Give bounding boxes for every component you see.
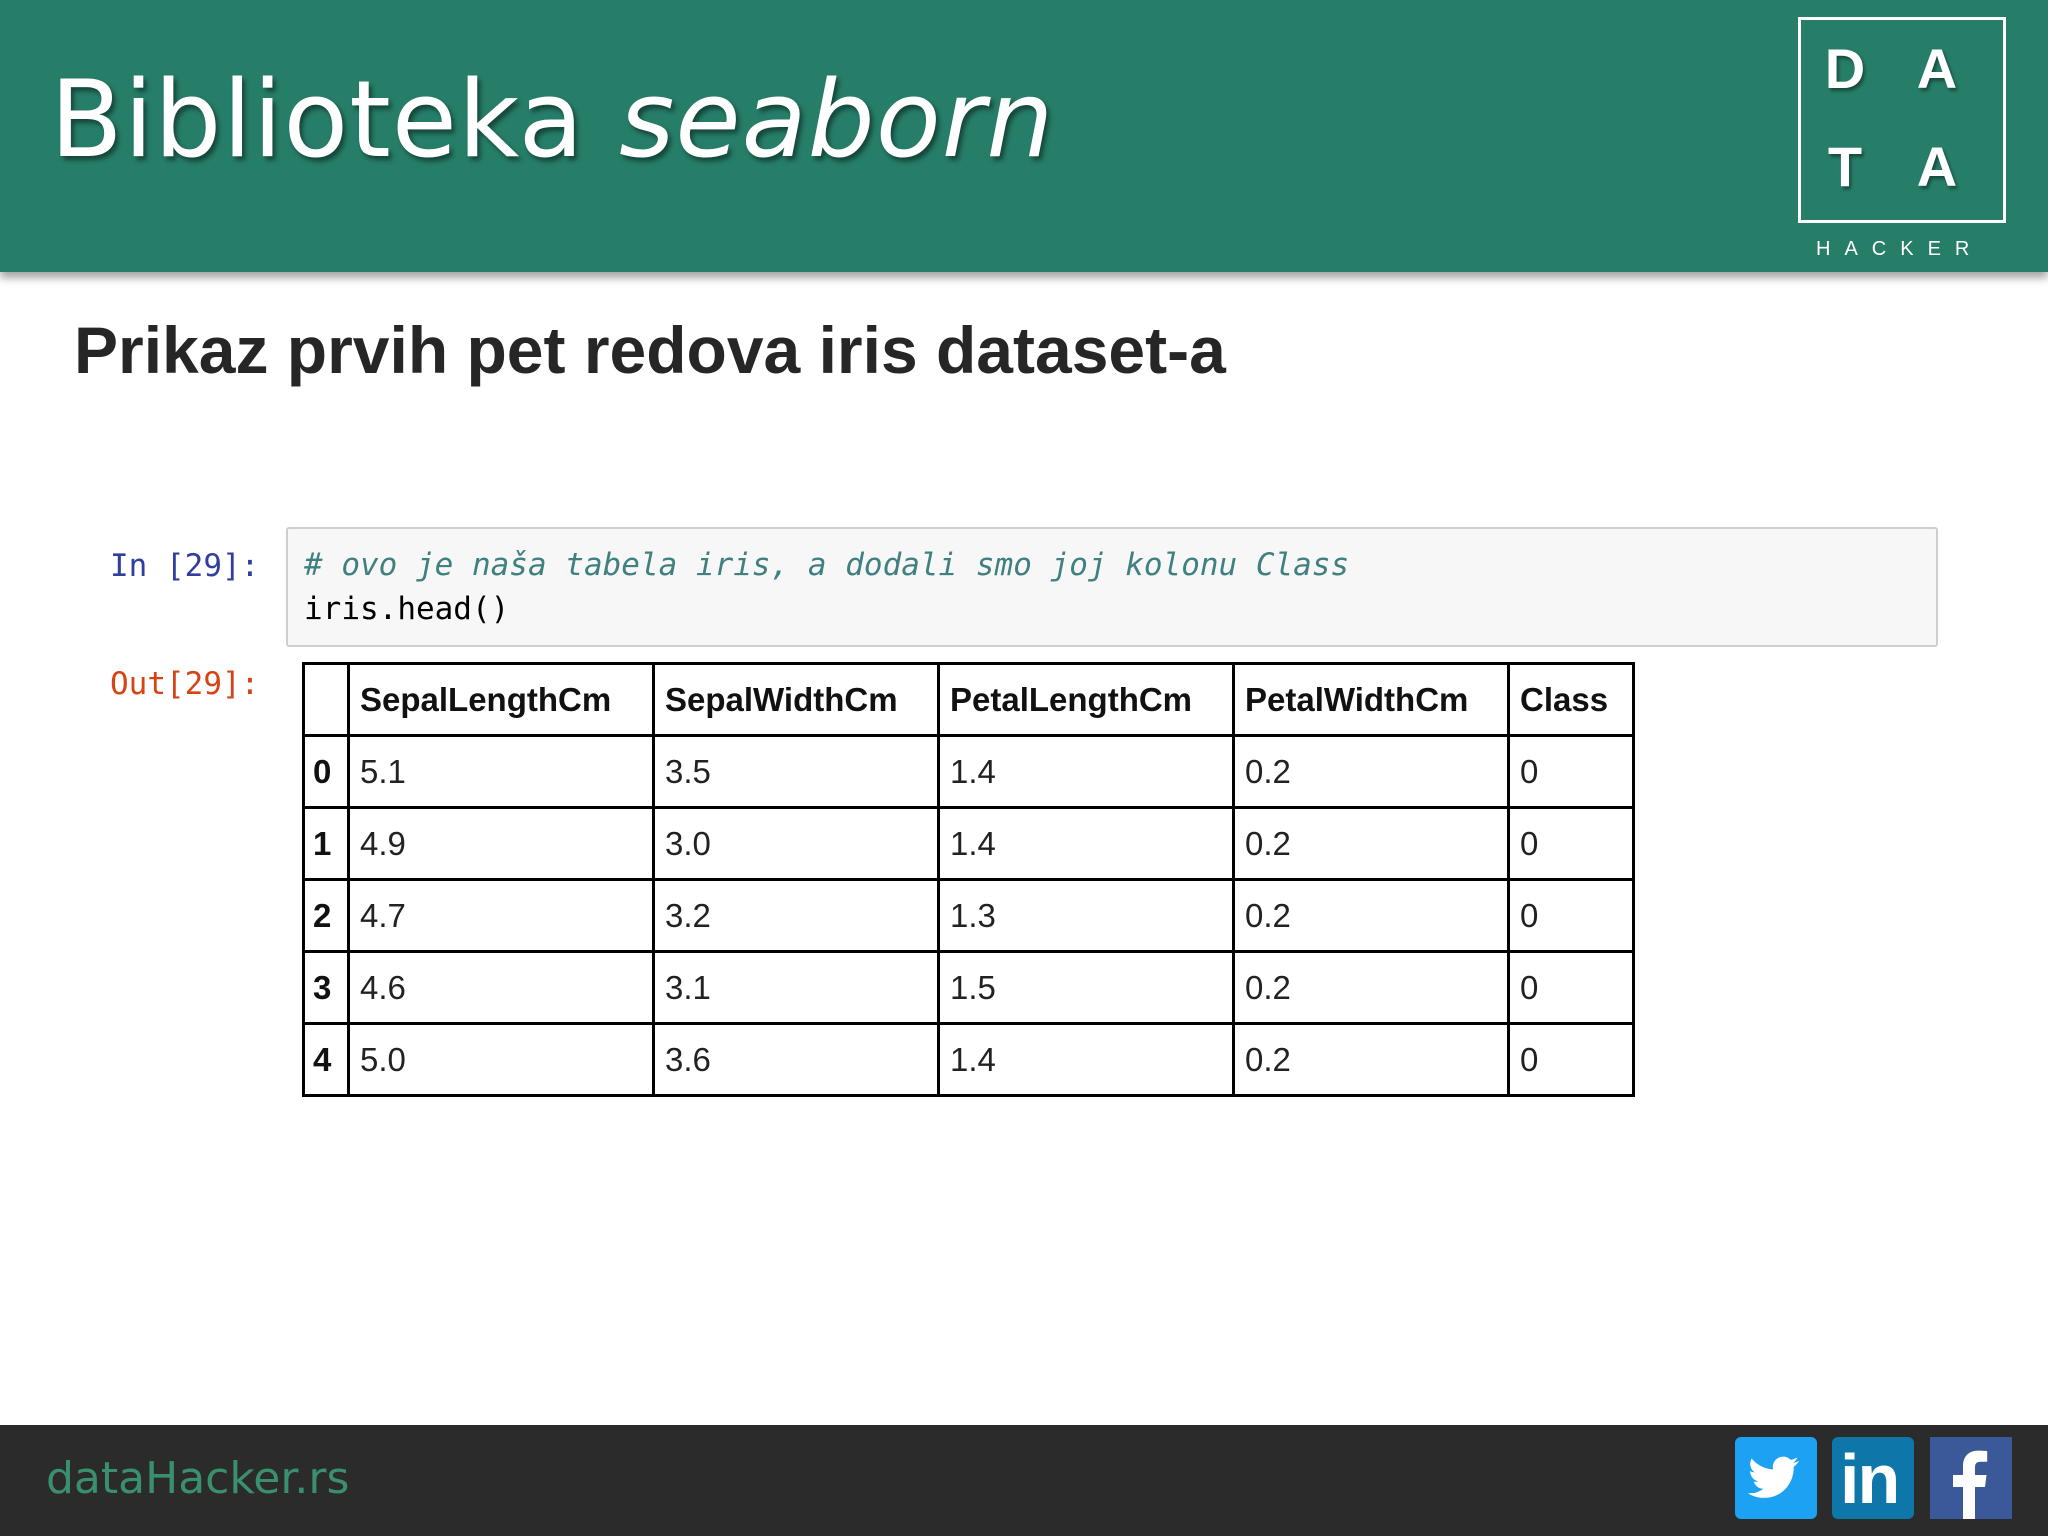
table-row [304, 952, 1634, 1024]
code-cell[interactable] [286, 527, 1938, 647]
table-row [304, 880, 1634, 952]
logo-letter: A [1916, 37, 1958, 100]
title-italic: seaborn [619, 58, 1055, 181]
slide-subtitle: Prikaz prvih pet redova iris dataset-a [74, 313, 1226, 387]
table-cell: 0 [1509, 952, 1634, 1024]
row-index: 4 [304, 1024, 349, 1096]
dataframe-table [302, 662, 1635, 1097]
data-hacker-logo [1798, 17, 2006, 223]
table-cell: 3.5 [654, 736, 939, 808]
row-index: 3 [304, 952, 349, 1024]
table-cell: 0 [1509, 1024, 1634, 1096]
column-header: Class [1509, 664, 1634, 736]
linkedin-icon[interactable] [1832, 1437, 1914, 1519]
table-cell: 1.3 [939, 880, 1234, 952]
table-header-row [304, 664, 1634, 736]
logo-letter: D [1824, 37, 1866, 100]
table-cell: 0 [1509, 808, 1634, 880]
logo-subtitle: HACKER [1816, 238, 1984, 260]
logo-letter: A [1916, 135, 1958, 198]
twitter-bird-icon [1735, 1437, 1817, 1519]
table-cell: 0 [1509, 736, 1634, 808]
table-cell: 4.9 [349, 808, 654, 880]
row-index: 0 [304, 736, 349, 808]
column-header: PetalLengthCm [939, 664, 1234, 736]
index-header [304, 664, 349, 736]
table-cell: 4.6 [349, 952, 654, 1024]
table-row [304, 1024, 1634, 1096]
table-cell: 0.2 [1234, 736, 1509, 808]
table-cell: 3.2 [654, 880, 939, 952]
facebook-f-icon [1930, 1437, 2012, 1519]
table-cell: 3.6 [654, 1024, 939, 1096]
code-comment: # ovo je naša tabela iris, a dodali smo joj kolonu Class [304, 547, 1350, 583]
table-row [304, 808, 1634, 880]
row-index: 1 [304, 808, 349, 880]
table-cell: 1.4 [939, 736, 1234, 808]
title-plain: Biblioteka [50, 58, 620, 181]
table-cell: 3.0 [654, 808, 939, 880]
linkedin-label: in [1840, 1440, 1899, 1518]
table-cell: 0.2 [1234, 1024, 1509, 1096]
header-bar [0, 0, 2048, 272]
table-cell: 0.2 [1234, 952, 1509, 1024]
footer-site-link[interactable]: dataHacker.rs [46, 1453, 350, 1504]
logo-letter: T [1827, 135, 1863, 198]
column-header: PetalWidthCm [1234, 664, 1509, 736]
row-index: 2 [304, 880, 349, 952]
output-prompt: Out[29]: [110, 666, 260, 702]
table-cell: 1.5 [939, 952, 1234, 1024]
table-cell: 0.2 [1234, 808, 1509, 880]
column-header: SepalLengthCm [349, 664, 654, 736]
table-cell: 0 [1509, 880, 1634, 952]
twitter-icon[interactable] [1735, 1437, 1817, 1519]
table-cell: 5.1 [349, 736, 654, 808]
table-cell: 5.0 [349, 1024, 654, 1096]
table-cell: 1.4 [939, 808, 1234, 880]
slide-title [50, 58, 1054, 181]
code-line: iris.head() [304, 591, 510, 627]
table-cell: 1.4 [939, 1024, 1234, 1096]
input-prompt: In [29]: [110, 548, 260, 584]
table-cell: 0.2 [1234, 880, 1509, 952]
table-cell: 4.7 [349, 880, 654, 952]
table-row [304, 736, 1634, 808]
table-cell: 3.1 [654, 952, 939, 1024]
column-header: SepalWidthCm [654, 664, 939, 736]
facebook-icon[interactable] [1930, 1437, 2012, 1519]
